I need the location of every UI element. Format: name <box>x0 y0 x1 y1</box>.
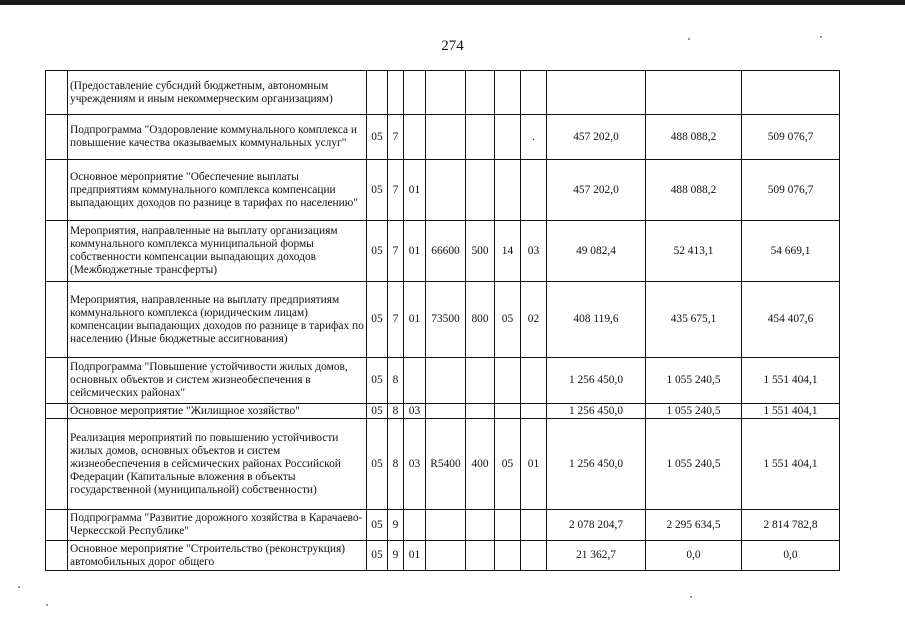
cell-code-5 <box>466 71 495 115</box>
cell-code-2: 8 <box>388 404 404 419</box>
cell-amount-2: 2 295 634,5 <box>646 510 742 541</box>
cell-amount-1: 49 082,4 <box>547 221 646 282</box>
cell-code-1: 05 <box>367 282 388 358</box>
table-row <box>46 160 840 221</box>
cell-code-4 <box>426 160 466 221</box>
cell-amount-1: 1 256 450,0 <box>547 419 646 510</box>
cell-code-4 <box>426 115 466 160</box>
cell-code-6 <box>495 358 521 404</box>
cell-code-2: 9 <box>388 510 404 541</box>
cell-code-4: 73500 <box>426 282 466 358</box>
cell-code-5: 400 <box>466 419 495 510</box>
cell-blank <box>46 160 68 221</box>
cell-name: Подпрограмма "Повышение устойчивости жилых домов, основных объектов и систем жизнеобеспечения в сейсмических районах" <box>68 358 367 404</box>
cell-code-7: 03 <box>521 221 547 282</box>
cell-amount-3: 1 551 404,1 <box>742 419 840 510</box>
cell-code-4 <box>426 404 466 419</box>
cell-amount-1: 2 078 204,7 <box>547 510 646 541</box>
table-row <box>46 541 840 571</box>
budget-table <box>45 70 840 571</box>
cell-code-4 <box>426 358 466 404</box>
cell-code-6 <box>495 160 521 221</box>
cell-code-7 <box>521 358 547 404</box>
cell-code-4: 66600 <box>426 221 466 282</box>
cell-code-2: 8 <box>388 358 404 404</box>
cell-code-1: 05 <box>367 160 388 221</box>
table-row <box>46 221 840 282</box>
cell-code-5 <box>466 510 495 541</box>
cell-code-7 <box>521 510 547 541</box>
cell-blank <box>46 404 68 419</box>
cell-code-2: 7 <box>388 115 404 160</box>
cell-code-3 <box>404 510 426 541</box>
cell-amount-1: 457 202,0 <box>547 115 646 160</box>
cell-code-1: 05 <box>367 404 388 419</box>
scan-speck <box>820 36 822 38</box>
cell-code-3: 03 <box>404 404 426 419</box>
table-row <box>46 115 840 160</box>
cell-amount-3: 1 551 404,1 <box>742 358 840 404</box>
cell-amount-2: 488 088,2 <box>646 160 742 221</box>
cell-amount-2: 488 088,2 <box>646 115 742 160</box>
cell-code-7 <box>521 160 547 221</box>
cell-code-5 <box>466 358 495 404</box>
scan-speck <box>688 38 690 40</box>
cell-name: Мероприятия, направленные на выплату предприятиям коммунального комплекса (юридическим лицам) компенсации выпадающих доходов по разнице в тарифах по населению (Иные бюджетные ассигнования) <box>68 282 367 358</box>
cell-amount-2: 1 055 240,5 <box>646 404 742 419</box>
cell-name: Мероприятия, направленные на выплату организациям коммунального комплекса муниципальной формы собственности компенсации выпадающих доходов (Межбюджетные трансферты) <box>68 221 367 282</box>
cell-amount-1: 457 202,0 <box>547 160 646 221</box>
cell-code-2 <box>388 71 404 115</box>
cell-name: Реализация мероприятий по повышению устойчивости жилых домов, основных объектов и систем жизнеобеспечения в сейсмических районах Российской Федерации (Капитальные вложения в объекты государственной (муниципальной) собственности) <box>68 419 367 510</box>
cell-code-5 <box>466 404 495 419</box>
cell-code-1: 05 <box>367 510 388 541</box>
cell-code-2: 7 <box>388 221 404 282</box>
cell-code-7: 02 <box>521 282 547 358</box>
cell-amount-1 <box>547 71 646 115</box>
cell-amount-2 <box>646 71 742 115</box>
cell-amount-2: 435 675,1 <box>646 282 742 358</box>
table-row <box>46 404 840 419</box>
scan-speck <box>690 596 692 598</box>
cell-amount-2: 1 055 240,5 <box>646 419 742 510</box>
cell-code-5 <box>466 115 495 160</box>
cell-amount-3: 2 814 782,8 <box>742 510 840 541</box>
cell-code-4 <box>426 541 466 571</box>
cell-name: Основное мероприятие "Обеспечение выплаты предприятиям коммунального комплекса компенсации выпадающих доходов по разнице в тарифах по населению" <box>68 160 367 221</box>
cell-code-1: 05 <box>367 358 388 404</box>
cell-amount-3: 454 407,6 <box>742 282 840 358</box>
cell-amount-2: 52 413,1 <box>646 221 742 282</box>
cell-code-3: 01 <box>404 221 426 282</box>
cell-name: (Предоставление субсидий бюджетным, автономным учреждениям и иным некоммерческим организациям) <box>68 71 367 115</box>
table-row <box>46 419 840 510</box>
cell-code-7: . <box>521 115 547 160</box>
cell-code-1: 05 <box>367 221 388 282</box>
cell-code-3 <box>404 358 426 404</box>
cell-code-6 <box>495 71 521 115</box>
table-row <box>46 71 840 115</box>
cell-amount-3 <box>742 71 840 115</box>
cell-code-7: 01 <box>521 419 547 510</box>
cell-code-1: 05 <box>367 541 388 571</box>
cell-code-5 <box>466 160 495 221</box>
cell-code-1: 05 <box>367 115 388 160</box>
cell-code-2: 9 <box>388 541 404 571</box>
cell-code-4 <box>426 71 466 115</box>
table-row <box>46 510 840 541</box>
cell-code-3 <box>404 115 426 160</box>
cell-code-5: 500 <box>466 221 495 282</box>
cell-code-4 <box>426 510 466 541</box>
cell-code-5 <box>466 541 495 571</box>
cell-code-7 <box>521 404 547 419</box>
cell-code-6 <box>495 115 521 160</box>
cell-name: Подпрограмма "Оздоровление коммунального комплекса и повышение качества оказываемых коммунальных услуг" <box>68 115 367 160</box>
cell-code-3 <box>404 71 426 115</box>
table-row <box>46 358 840 404</box>
cell-blank <box>46 419 68 510</box>
cell-blank <box>46 71 68 115</box>
cell-blank <box>46 358 68 404</box>
cell-amount-3: 1 551 404,1 <box>742 404 840 419</box>
scan-speck <box>46 604 48 606</box>
cell-code-6: 05 <box>495 419 521 510</box>
cell-blank <box>46 115 68 160</box>
cell-code-6: 14 <box>495 221 521 282</box>
cell-code-2: 7 <box>388 282 404 358</box>
cell-code-3: 03 <box>404 419 426 510</box>
cell-amount-3: 509 076,7 <box>742 160 840 221</box>
cell-code-1 <box>367 71 388 115</box>
cell-code-6 <box>495 541 521 571</box>
cell-amount-1: 1 256 450,0 <box>547 358 646 404</box>
cell-amount-2: 0,0 <box>646 541 742 571</box>
cell-blank <box>46 541 68 571</box>
cell-code-2: 7 <box>388 160 404 221</box>
cell-blank <box>46 221 68 282</box>
cell-code-3: 01 <box>404 541 426 571</box>
cell-code-6 <box>495 404 521 419</box>
cell-amount-1: 21 362,7 <box>547 541 646 571</box>
cell-code-5: 800 <box>466 282 495 358</box>
cell-name: Подпрограмма "Развитие дорожного хозяйства в Карачаево-Черкесской Республике" <box>68 510 367 541</box>
cell-code-2: 8 <box>388 419 404 510</box>
cell-amount-3: 509 076,7 <box>742 115 840 160</box>
table-row <box>46 282 840 358</box>
cell-name: Основное мероприятие "Строительство (реконструкция) автомобильных дорог общего <box>68 541 367 571</box>
cell-code-1: 05 <box>367 419 388 510</box>
cell-blank <box>46 282 68 358</box>
scan-top-edge <box>0 0 905 5</box>
cell-code-7 <box>521 71 547 115</box>
cell-amount-3: 0,0 <box>742 541 840 571</box>
cell-amount-3: 54 669,1 <box>742 221 840 282</box>
cell-code-4: R5400 <box>426 419 466 510</box>
cell-name: Основное мероприятие "Жилищное хозяйство" <box>68 404 367 419</box>
scan-speck <box>18 586 20 588</box>
cell-blank <box>46 510 68 541</box>
page-number: 274 <box>441 38 464 54</box>
cell-code-3: 01 <box>404 282 426 358</box>
cell-amount-1: 1 256 450,0 <box>547 404 646 419</box>
cell-code-7 <box>521 541 547 571</box>
cell-code-3: 01 <box>404 160 426 221</box>
cell-amount-1: 408 119,6 <box>547 282 646 358</box>
cell-code-6 <box>495 510 521 541</box>
cell-code-6: 05 <box>495 282 521 358</box>
cell-amount-2: 1 055 240,5 <box>646 358 742 404</box>
